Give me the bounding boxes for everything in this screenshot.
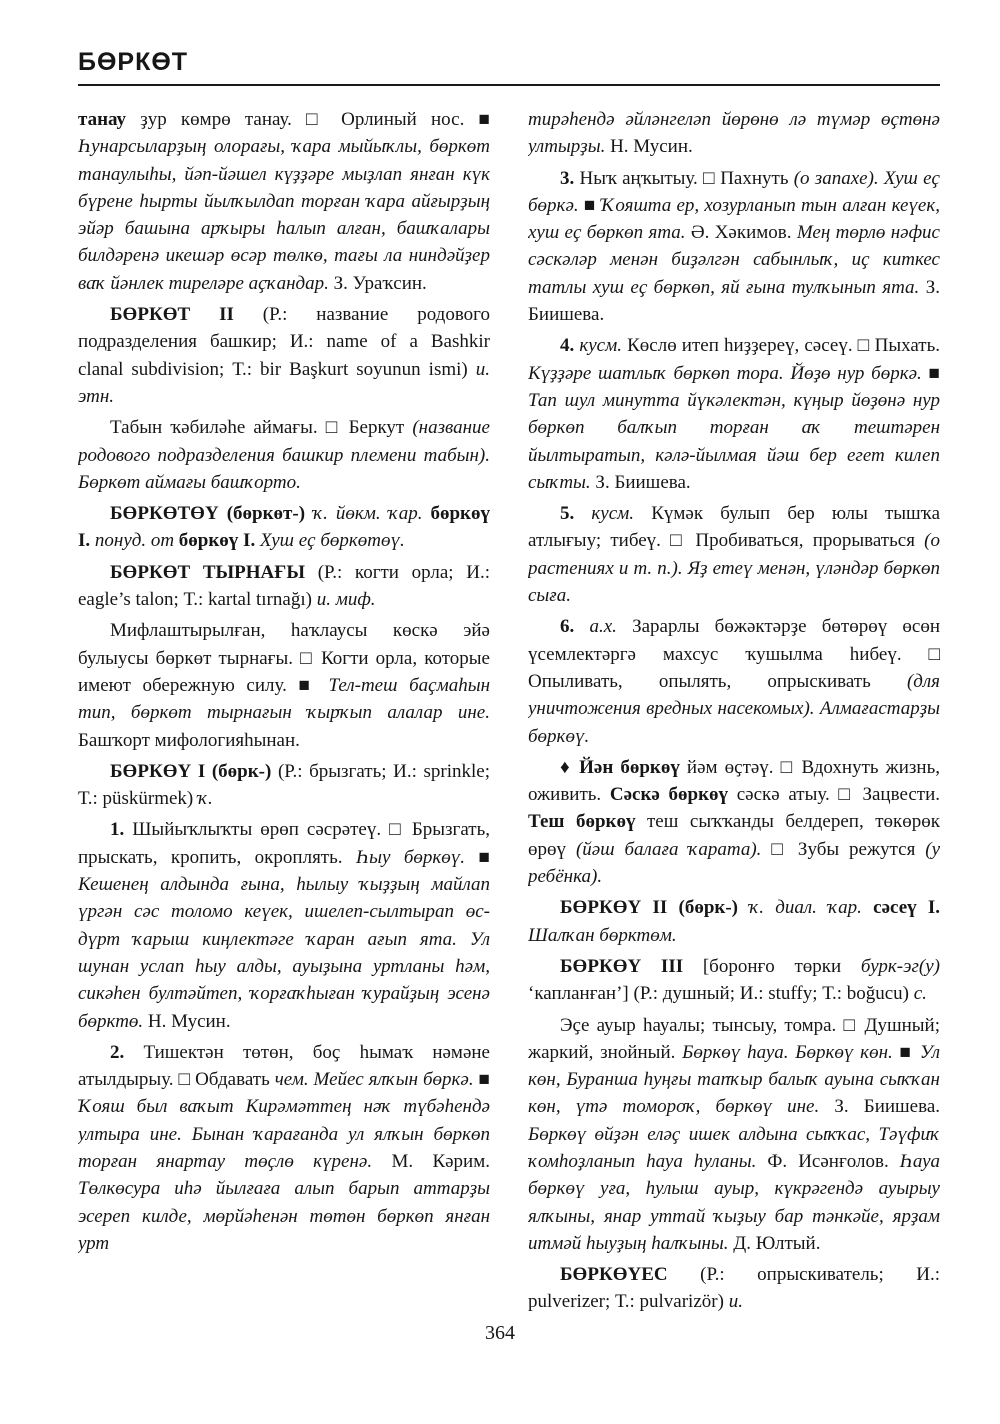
headword: БӨРКӨҮ II (бөрк-): [560, 897, 738, 919]
italic-text: Хуш еҫ бөркөтөү.: [259, 530, 405, 552]
entry-text: ‘капланған’] (Р.: душный; И.: stuffy; Т.: boğucu): [528, 983, 914, 1005]
italic-text: (название родового подразделения башкир племени табын). Бөркөт аймағы башҡорто.: [78, 417, 490, 493]
dictionary-entry: [528, 165, 940, 329]
headword: 5.: [560, 503, 575, 525]
headword: 6.: [560, 616, 575, 638]
entry-text: З. Биишева.: [590, 471, 691, 493]
italic-text: ҡ. диал. ҡар.: [749, 897, 862, 919]
headword: БӨРКӨТ II: [110, 304, 234, 326]
entry-text: З. Ураҡсин.: [328, 272, 427, 294]
entry-text: ҙур көмрө танау. □ Орлиный нос. ■: [126, 109, 490, 130]
italic-text: кусм.: [579, 335, 622, 357]
italic-text: ҡ.: [198, 788, 213, 810]
entry-text: (Р.: название родового подразделения башкир; И.: name of a Bashkir clanal subdivision; Т.: bir Başkurt soyunun ismi): [78, 304, 490, 380]
headword: 4.: [560, 335, 575, 357]
dictionary-entry: [78, 500, 490, 555]
entry-text: М. Кәрим.: [372, 1150, 490, 1172]
italic-text: ҡ. йөкм. ҡар.: [313, 503, 423, 525]
entry-text: (Р.: опрыскиватель; И.: pulverizer; Т.: pulvarizör): [528, 1264, 940, 1313]
italic-text: понуд. от: [94, 530, 175, 552]
dictionary-entry: [528, 754, 940, 890]
italic-text: Мең төрлө нәфис сәскәләр менән биҙәлгән сабынлыҡ, иҫ киткес татлы хуш еҫ бөркөп, яй ғына тулҡынып ята.: [528, 222, 940, 298]
headword: БӨРКӨТ ТЫРНАҒЫ: [110, 561, 306, 583]
entry-text: З. Биишева.: [528, 276, 940, 326]
entry-text: Тишектән төтөн, боҫ һымаҡ нәмәне атылдырыу. □ Обдавать: [78, 1041, 490, 1091]
dictionary-entry: [78, 559, 490, 614]
left-column: [78, 106, 490, 1316]
italic-text: (для уничтожения вредных насекомых). Алмағастарҙы бөркөү.: [528, 670, 940, 747]
headword: БӨРКӨҮ III: [560, 955, 684, 977]
dictionary-entry: [528, 894, 940, 949]
italic-text: (у ребёнка).: [528, 838, 940, 888]
italic-text: и. этн.: [78, 358, 490, 407]
italic-text: Тел-теш баҫмаһын тип, бөркөт тырнағын ҡырҡып алалар ине.: [78, 674, 490, 724]
entry-text: Зарарлы бөжәктәрҙе бөтөрөү өсөн үсемлектәргә махсус ҡушылма һибеү. □ Опыливать, опылять, опрыскивать: [528, 616, 940, 692]
italic-text: Һыу бөркөү.: [356, 846, 466, 868]
dictionary-entry: [528, 106, 940, 161]
dictionary-entry: [78, 1039, 490, 1257]
dictionary-entry: [78, 106, 490, 297]
header-rule: [78, 84, 940, 86]
entry-text: Н. Мусин.: [143, 1010, 231, 1032]
entry-text: ■: [465, 846, 490, 868]
italic-text: и.: [728, 1291, 743, 1313]
italic-text: Һауа бөркөү уға, һулыш ауыр, күкрәгендә ауырыу ялҡыны, янар уттай ҡыҙыу бар тәнкәйе, ярҙам итмәй һыуҙың һалҡыны.: [528, 1150, 940, 1254]
headword: 3.: [560, 167, 575, 189]
entry-text: Ф. Исәнғолов.: [756, 1150, 900, 1172]
italic-text: (о запахе). Хуш еҫ бөркә.: [528, 167, 940, 216]
italic-text: бурк-эг(у): [860, 955, 940, 977]
right-column: [528, 106, 940, 1316]
entry-text: [862, 897, 873, 918]
italic-text: Күҙҙәре шатлыҡ бөркөп тора. Йөҙө нур бөркә.: [528, 362, 922, 384]
entry-text: ■: [473, 1069, 490, 1091]
entry-text: ■: [921, 362, 940, 384]
entry-text: ■: [578, 194, 602, 216]
italic-text: (о растениях и т. п.). Яҙ етеү менән, үләндәр бөркөп сыға.: [528, 530, 940, 607]
entry-text: □ Зубы режутся: [761, 838, 926, 860]
headword: 1.: [110, 819, 125, 841]
headword: Сәскә бөркөү: [609, 784, 729, 806]
entry-text: Эҫе ауыр һауалы; тынсыу, томра. □ Душный; жаркий, знойный.: [528, 1014, 940, 1063]
entry-text: Д. Юлтый.: [728, 1232, 821, 1254]
entry-text: (Р.: брызгать; И.: sprinkle; Т.: püskürmek): [78, 760, 490, 810]
italic-text: Бөркөү һауа. Бөркөү көн.: [682, 1041, 893, 1063]
italic-text: Ул көн, Буранша һуңғы тапҡыр балыҡ ауына сыҡҡан көн, үтә томороҡ, бөркөү ине.: [528, 1041, 940, 1118]
dictionary-entry: [78, 414, 490, 496]
page-number: 364: [485, 1322, 515, 1344]
italic-text: Бөркөү өйҙән еләҫ ишек алдына сыҡҡас, Тәүфиҡ ҡомһоҙланып һауа һуланы.: [528, 1123, 940, 1172]
entry-text: ♦: [560, 756, 580, 778]
headword: БӨРКӨҮ I (бөрк-): [110, 760, 272, 782]
entry-text: Шыйыҡлыҡты өрөп сәсрәтеү. □ Брызгать, прыскать, кропить, окроплять.: [78, 819, 490, 868]
dictionary-entry: [78, 617, 490, 753]
dictionary-entry: [528, 1261, 940, 1316]
headword: сәсеү I.: [873, 897, 940, 919]
italic-text: с.: [913, 983, 927, 1005]
entry-text: Ә. Хәкимов.: [685, 222, 797, 244]
dictionary-entry: [78, 301, 490, 410]
running-header: БӨРКӨТ: [78, 48, 189, 76]
italic-text: кусм.: [591, 503, 635, 525]
entry-text: Табын ҡәбиләһе аймағы. □ Беркут: [110, 417, 413, 439]
italic-text: Шалҡан бөрктөм.: [528, 924, 677, 946]
italic-text: а.х.: [589, 616, 617, 638]
dictionary-entry: [528, 500, 940, 609]
italic-text: Ҡояшта ер, хозурланып тын алған кеүек, хуш еҫ бөркөп ята.: [528, 194, 940, 244]
dictionary-entry: [528, 613, 940, 749]
italic-text: Тап шул минутта йүкәлектән, күңыр йөҙөнә нур бөркөп балҡып торған аҡ тештәрен йылтыратып, кәлә-йылмая йәш бер егет килеп сыҡты.: [528, 389, 940, 493]
entry-text: йәм өҫтәү. □ Вдохнуть жизнь, оживить.: [528, 756, 940, 806]
italic-text: и. миф.: [316, 589, 376, 611]
entry-text: [738, 897, 749, 918]
entry-text: сәскә атыу. □ Зацвести.: [728, 784, 940, 806]
entry-text: Н. Мусин.: [605, 136, 693, 158]
italic-text: Һунарсыларҙың олорағы, ҡара мыйыҡлы, бөркөт танаулыһы, йәп-йәшел күҙҙәре мыҙлап янған күк бүрене һырты йылҡылдап торған ҡара айғырҙың эйәр башына арҡыры һалып алған, башҡалары билдәренә икешәр өсәр төлкө, тағы ла ниндәйҙер ваҡ йәнлек тиреләре аҫҡандар.: [78, 136, 490, 294]
headword: бөркөү I.: [178, 530, 256, 552]
entry-text: теш сыҡҡанды белдереп, төкөрөк өрөү: [528, 811, 940, 860]
italic-text: Төлкөсура иһә йылғаға алып барып аттарҙы эсереп килде, мөрйәһенән төтөн бөркөп янған урт: [78, 1178, 490, 1254]
dictionary-entry: [528, 332, 940, 496]
dictionary-entry: [528, 1012, 940, 1258]
entry-text: [574, 503, 591, 524]
headword: БӨРКӨТӨҮ (бөркөт-): [110, 503, 306, 525]
entry-text: Башҡорт мифологияһынан.: [78, 729, 300, 751]
headword: Йән бөркөү: [579, 756, 680, 778]
entry-text: Көслө итеп һиҙҙереү, сәсеү. □ Пыхать.: [622, 335, 940, 357]
italic-text: чем. Мейес ялҡын бөркә.: [274, 1069, 474, 1091]
headword: танау: [78, 109, 127, 130]
italic-text: тирәһендә әйләнгеләп йөрөнө лә түмәр өҫтөнә ултырҙы.: [528, 109, 940, 158]
dictionary-entry: [78, 758, 490, 813]
entry-text: [боронғо төрки: [683, 955, 861, 977]
entry-text: (Р.: когти орла; И.: eagle’s talon; Т.: kartal tırnağı): [78, 561, 490, 611]
headword: бөркөү I.: [78, 503, 490, 552]
dictionary-entry: [528, 953, 940, 1008]
headword: 2.: [110, 1041, 125, 1063]
dictionary-entry: [78, 816, 490, 1034]
italic-text: (йәш балаға ҡарата).: [575, 838, 762, 860]
entry-text: [574, 616, 589, 637]
entry-text: Мифлаштырылған, һаҡлаусы көскә эйә булыусы бөркөт тырнағы. □ Когти орла, которые имеют обережную силу. ■: [78, 620, 490, 696]
entry-text: [305, 503, 313, 524]
italic-text: Кешенең алдында ғына, һылыу ҡыҙҙың майлап үргән сәс толомо кеүек, ишелеп-сылтырап өс-дүрт ҡарыш киңлектәге ҡаран ағып ята. Ул шунан услап һыу алды, ауыҙына уртланы һәм, сикәһен бултәйтеп, ҡорғаҡһыған ҡурайҙың эсенә бөрктө.: [78, 874, 490, 1032]
entry-text: Ныҡ аңҡытыу. □ Пахнуть: [574, 167, 794, 189]
entry-text: З. Биишева.: [819, 1096, 940, 1118]
italic-text: Ҡояш был ваҡыт Кирәмәттең нәҡ түбәһендә ултыра ине. Бынан ҡарағанда ул ялҡын бөркөп торған янартау төҫлө күренә.: [78, 1096, 490, 1172]
entry-text: Күмәк булып бер юлы тышҡа атлығыу; тибеү. □ Пробиваться, прорываться: [528, 503, 940, 552]
entry-text: ■: [892, 1041, 920, 1063]
headword: Теш бөркөү: [528, 811, 636, 833]
headword: БӨРКӨҮЕС: [560, 1264, 668, 1286]
